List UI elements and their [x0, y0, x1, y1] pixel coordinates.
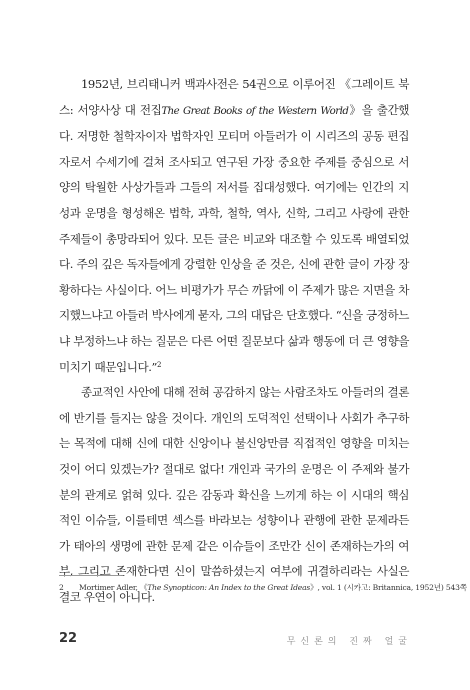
- italic-title: The Synopticon: An Index to the Great Ideas: [147, 583, 311, 592]
- running-head: 무신론의 진짜 얼굴: [286, 637, 412, 647]
- paragraph-1: [59, 72, 409, 380]
- text-run: 》, vol. 1 (시카고: Britannica, 1952년) 543쪽: [310, 583, 467, 592]
- text-run: 1952년, 브리태니커 백과사전은 54권으로 이루어진 《그레이트 북스: 서양사상 대 전집: [59, 77, 409, 117]
- body-text: [59, 72, 409, 610]
- text-run: 》을 출간했다. 저명한 철학자이자 법학자인 모티머 아들러가 이 시리즈의 공동 편집자로서 수세기에 걸쳐 조사되고 연구된 가장 중요한 주제를 중심으로 서양의 탁월한 사상가들과 그들의 저서를 집대성했다. 여기에는 인간의 지성과 운명을 형성해온 법학, 과학, 철학, 역사, 신학, 그리고 사랑에 관한 주제들이 총망라되어 있다. 모든 글은 비교와 대조할 수 있도록 배열되었다. 주의 깊은 독자들에게 강렬한 인상을 준 것은, 신에 관한 글이 가장 장황하다는 사실이다. 어느 비평가가 무슨 까닭에 이 주제가 많은 지면을 차지했느냐고 아들러 박사에게 묻자, 그의 대답은 단호했다. “신을 긍정하느냐 부정하느냐 하는 질문은 다른 어떤 질문보다 삶과 행동에 더 큰 영향을 미치기 때문입니다.”: [59, 102, 409, 374]
- footnote-text: [79, 583, 467, 592]
- italic-title: The Great Books of the Western World: [161, 105, 349, 117]
- text-run: Mortimer Adler, 《: [79, 583, 148, 592]
- text-run: 종교적인 사안에 대해 전혀 공감하지 않는 사람조차도 아들러의 결론에 반기를 들지는 않을 것이다. 개인의 도덕적인 선택이나 사회가 추구하는 목적에 대해 신에 대한 신앙이나 불신앙만큼 직접적인 영향을 미치는 것이 어디 있겠는가? 절대로 없다! 개인과 국가의 운명은 이 주제와 불가분의 관계로 얽혀 있다. 깊은 감동과 확신을 느끼게 하는 이 시대의 핵심적인 이슈들, 이를테면 섹스를 바라보는 성향이나 관행에 관한 문제라든가 태아의 생명에 관한 문제 같은 이슈들이 조만간 신이 존재하는가의 여부, 그리고 존재한다면 신이 말씀하셨는지 여부에 귀결하리라는 사실은 결코 우연이 아니다.: [59, 385, 409, 604]
- footnote-reference: 2: [156, 360, 161, 369]
- footnote-divider: [59, 575, 121, 576]
- page-number: 22: [59, 631, 78, 646]
- footnote: [59, 582, 467, 594]
- footnote-number: 2: [59, 583, 64, 592]
